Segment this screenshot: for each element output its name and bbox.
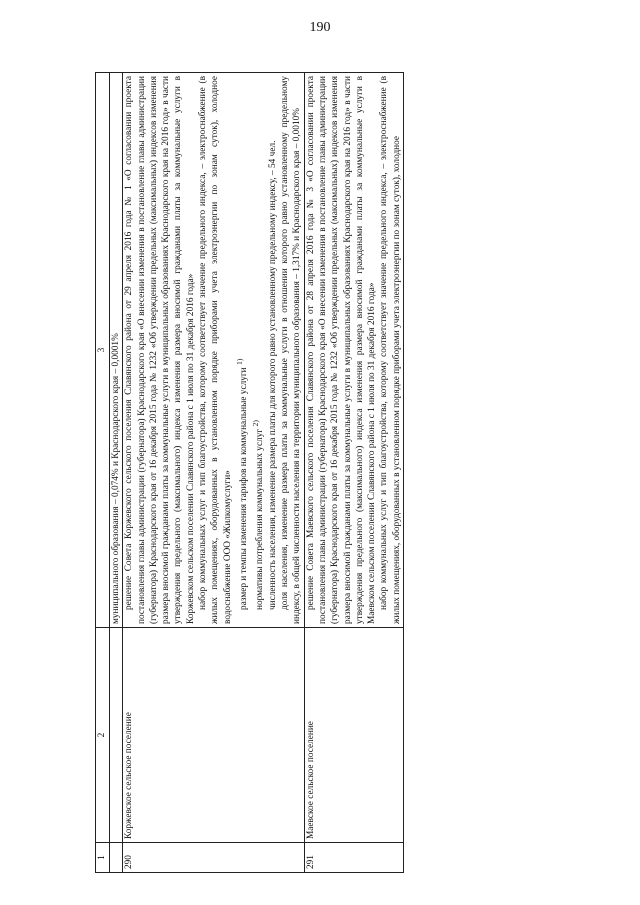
decision-text: решение Совета Коржевского сельского поселения Славянского района от 29 апреля 2016 года № 1 «О согласовании проекта постановления главы администрации (губернатора) Краснодарского края «О внесении изменения в постановление главы администрации (губернатора) Краснодарского края от 16 декабря 2015 года № 1232 «Об утверждении предельных (максимальных) индексов изменения размера вносимой гражданами платы за коммунальные услуги в муниципальных образованиях Краснодарского края на 2016 год» в части утверждения предельного (максимального) индекса изменения размера вносимой гражданами платы за коммунальные услуги в Коржевском сельском поселении Славянского района с 1 июля по 31 декабря 2016 года» xyxy=(124,76,196,624)
row-number: 290 xyxy=(123,843,304,873)
share-text: доля населения, изменение размера платы за коммунальные услуги в отношении которого равно установленному предельному индексу, в общей численности населения на территории муниципального образования – 1,317% и Краснодарского края – 0,0010% xyxy=(280,76,303,624)
table-row xyxy=(304,73,403,873)
table-row xyxy=(123,73,304,873)
population-text: численность населения, изменение размера платы для которого равно установленному предельному индексу, – 54 чел. xyxy=(267,140,278,610)
tariffs-line xyxy=(234,76,250,624)
page-number: 190 xyxy=(309,20,331,35)
continuation-row xyxy=(110,73,123,873)
cell-empty xyxy=(110,628,123,843)
services-text: набор коммунальных услуг и тип благоустройства, которому соответствует значение предельного индекса, – электроснабжение (в жилых помещениях, оборудованных в установленном порядке приборами учета электроэнергии по зонам суток), холодное xyxy=(379,76,402,624)
cell-empty xyxy=(110,843,123,873)
tariffs-footnote: 1) xyxy=(234,358,244,366)
services-text: набор коммунальных услуг и тип благоустройства, которому соответствует значение предельного индекса, – электроснабжение (в жилых помещениях, оборудованных в установленном порядке приборами учета электроэнергии по зонам суток), холодное водоснабжение ООО «Жилкомуслуги» xyxy=(198,76,233,624)
column-header-1: 1 xyxy=(96,843,110,873)
norms-footnote: 2) xyxy=(251,420,261,427)
tariffs-text: размер и темпы изменения тарифов на коммунальные услуги xyxy=(239,367,250,610)
column-header-3: 3 xyxy=(96,73,110,628)
row-details xyxy=(304,73,403,628)
continuation-cell xyxy=(110,73,123,628)
settlement-name: Коржевское сельское поселение xyxy=(123,628,304,843)
settlement-name: Маевское сельское поселение xyxy=(304,628,403,843)
continuation-text: муниципального образования – 0,074% и Краснодарского края – 0,0001% xyxy=(111,333,121,624)
norms-line xyxy=(250,76,266,624)
decision-text: решение Совета Маевского сельского поселения Славянского района от 28 апреля 2016 года № 3 «О согласовании проекта постановления главы администрации (губернатора) Краснодарского края «О внесении изменения в постановление главы администрации (губернатора) Краснодарского края от 16 декабря 2015 года № 1232 «Об утверждении предельных (максимальных) индексов изменения размера вносимой гражданами платы за коммунальные услуги в муниципальных образованиях Краснодарского края на 2016 год» в части утверждения предельного (максимального) индекса изменения размера вносимой гражданами платы за коммунальные услуги в Маевском сельском поселении Славянского района с 1 июля по 31 декабря 2016 года» xyxy=(305,76,378,624)
row-details xyxy=(123,73,304,628)
data-table xyxy=(95,72,404,873)
row-number: 291 xyxy=(304,843,403,873)
header-row xyxy=(96,73,110,873)
norms-text: нормативы потребления коммунальных услуг xyxy=(255,428,266,610)
rotated-table-container xyxy=(95,73,575,873)
column-header-2: 2 xyxy=(96,628,110,843)
